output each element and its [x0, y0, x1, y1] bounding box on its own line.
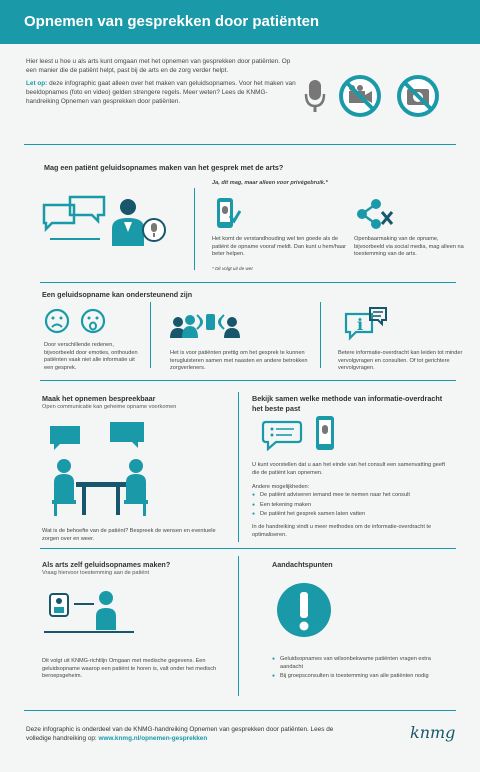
info-chat-icon — [344, 306, 388, 340]
section1-right-text: Openbaarmaking van de opname, bijvoorbeeld via social media, mag alleen na toestemming van de arts. — [354, 236, 464, 258]
share-cross-icon — [356, 198, 396, 232]
section6-heading: Aandachtspunten — [272, 560, 333, 569]
vertical-divider — [150, 302, 151, 368]
section2-col3-text: Betere informatie-overdracht kan leiden tot minder vervolgvragen en consulten. Of tot gerichtere vervolgvragen. — [338, 350, 463, 372]
vertical-divider — [238, 392, 239, 542]
section1-footnote: * Dit volgt uit de wet — [212, 266, 253, 271]
vertical-divider — [194, 188, 195, 270]
section5-text: Dit volgt uit KNMG-richtlijn Omgaan met medische gegevens. Een geluidsopname waarop een patiënt te horen is, valt onder het medisch beroepsgeheim. — [42, 658, 217, 680]
wifi-people-icon — [170, 308, 240, 338]
section1-left-text: Het komt de verstandhouding wel ten goede als de patiënt de opname vooraf meldt. Dan kunt u hem/haar beter helpen. — [212, 236, 347, 258]
intro-paragraph: Hier leest u hoe u als arts kunt omgaan met het opnemen van gesprekken door patiënten. Op een manier die de patiënt helpt, past bij de arts en de zorg verder helpt. — [26, 58, 291, 74]
section4-text2: In de handreiking vindt u meer methodes om de informatie-overdracht te optimaliseren. — [252, 524, 432, 538]
divider — [24, 144, 456, 145]
header-bar — [0, 0, 480, 44]
no-camera-icon — [396, 74, 440, 118]
divider — [24, 710, 456, 711]
section5-sub: Vraag hiervoor toestemming aan de patiënt — [42, 570, 150, 576]
divider — [40, 380, 456, 381]
footer-description: Deze infographic is onderdeel van de KNMG-handreiking Opnemen van gesprekken door patiënten. Lees de volledige handreiking op: — [26, 726, 334, 742]
list-item: ● Geluidsopnames van wilsonbekwame patiënten vragen extra aandacht — [272, 656, 452, 671]
page-title: Opnemen van gesprekken door patiënten — [24, 13, 320, 30]
footer-link[interactable]: www.knmg.nl/opnemen-gesprekken — [98, 734, 208, 742]
section1-answer: Ja, dit mag, maar alleen voor privégebruik.* — [212, 180, 328, 186]
note-text: deze infographic gaat alleen over het maken van geluidsopnames. Voor het maken van beeldopnames (foto en video) gelden strengere regels. Meer weten? Lees de KNMG-handreiking Opnemen van gesprekken door patiënten. — [26, 80, 296, 105]
vertical-divider — [238, 556, 239, 696]
knmg-logo: knmg — [410, 723, 456, 742]
sad-face-icon — [44, 308, 70, 334]
no-video-icon — [338, 74, 382, 118]
footer-text — [26, 726, 356, 743]
section3-sub: Open communicatie kan geheime opname voorkomen — [42, 404, 177, 410]
divider — [40, 548, 456, 549]
section4-heading: Bekijk samen welke methode van informatie-overdracht het beste past — [252, 394, 443, 413]
chat-bubbles-icon — [40, 195, 110, 245]
list-item: ● De patiënt adviseren iemand mee te nemen naar het consult — [252, 492, 462, 500]
section4-list-title: Andere mogelijkheden: — [252, 484, 310, 490]
section4-list — [252, 492, 462, 521]
section3-heading: Maak het opnemen bespreekbaar — [42, 394, 156, 403]
section3-text: Wat is de behoefte van de patiënt? Bespreek de wensen en eventuele zorgen over en weer. — [42, 528, 216, 542]
section2-col2-text: Het is voor patiënten prettig om het gesprek te kunnen terugluisteren samen met naasten en andere betrokken zorgverleners. — [170, 350, 308, 372]
doctor-icon — [110, 198, 146, 248]
list-item: ● Bij groepsconsulten is toestemming van alle patiënten nodig — [272, 673, 452, 681]
phone-check-icon — [214, 198, 240, 232]
meeting-table-icon — [40, 420, 160, 520]
microphone-icon — [304, 80, 326, 114]
divider — [40, 282, 456, 283]
intro-note — [26, 80, 296, 106]
section5-heading: Als arts zelf geluidsopnames maken? — [42, 560, 171, 569]
note-label: Let op: — [26, 80, 48, 88]
list-item: ● De patiënt het gesprek samen laten vatten — [252, 511, 462, 519]
list-item: ● Een tekening maken — [252, 502, 462, 510]
section6-list — [272, 656, 452, 683]
exclamation-icon — [276, 582, 332, 638]
vertical-divider — [320, 302, 321, 368]
shocked-face-icon — [80, 308, 106, 334]
tablet-phone-icon — [312, 416, 338, 452]
intro-block — [26, 58, 296, 111]
svg-text:i: i — [357, 315, 364, 334]
speech-bubble-list-icon — [262, 420, 302, 450]
section4-text1: U kunt voorstellen dat u aan het einde van het consult een samenvatting geeft die de patiënt kan opnemen. — [252, 462, 446, 476]
patient-mic-icon — [142, 218, 166, 242]
section1-heading: Mag een patiënt geluidsopnames maken van het gesprek met de arts? — [44, 163, 284, 172]
section2-col1-text: Door verschillende redenen, bijvoorbeeld door emoties, onthouden patiënten vaak niet alle informatie uit een gesprek. — [44, 342, 138, 371]
section2-heading: Een geluidsopname kan ondersteunend zijn — [42, 290, 193, 299]
recorder-icon — [44, 586, 134, 636]
